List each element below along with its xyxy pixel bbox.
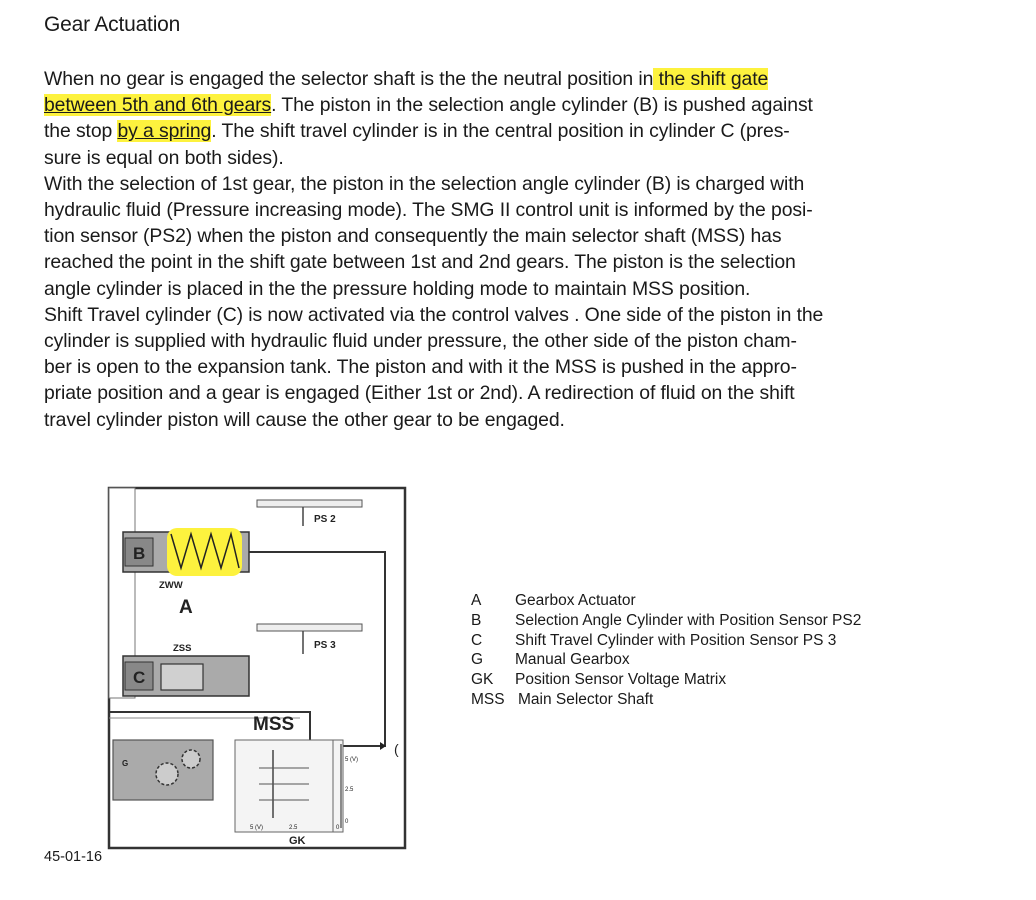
matrix-bottom-tick: 0 (336, 825, 340, 831)
cylinder-c-piston (161, 664, 203, 690)
cylinder-c-label: C (133, 668, 146, 687)
cylinder-b-label: B (133, 544, 146, 563)
paragraph-shift-travel (44, 302, 904, 433)
text-line: ber is open to the expansion tank. The piston and with it the MSS is pushed in the appro- (44, 356, 797, 379)
matrix-bottom-tick: 5 (V) (250, 825, 264, 831)
text-run: When no gear is engaged the selector shaft is the the neutral position in (44, 68, 654, 90)
zww-label: ZWW (159, 580, 183, 591)
text-line: hydraulic fluid (Pressure increasing mode). The SMG II control unit is informed by the posi- (44, 199, 813, 222)
zss-label: ZSS (173, 643, 192, 654)
actuator-label-a: A (179, 597, 193, 618)
text-line: angle cylinder is placed in the the pressure holding mode to maintain MSS position. (44, 277, 751, 300)
text-line: cylinder is supplied with hydraulic fluid under pressure, the other side of the piston cham- (44, 330, 797, 353)
mss-label: MSS (253, 714, 295, 735)
matrix-bottom-tick: 2.5 (289, 825, 298, 831)
ps2-label: PS 2 (314, 514, 336, 525)
matrix-right-tick: 0 (345, 819, 349, 825)
matrix-right-tick: 2.5 (345, 787, 354, 793)
highlight-run: the shift gate (653, 68, 769, 90)
diagram-svg (95, 478, 425, 868)
gear-icon (156, 763, 178, 785)
text-line: travel cylinder piston will cause the other gear to be engaged. (44, 408, 565, 431)
diagram-legend (471, 591, 861, 710)
paragraph-first-gear (44, 171, 904, 302)
gear-actuator-diagram (95, 478, 425, 868)
legend-item: C Shift Travel Cylinder with Position Sensor PS 3 (471, 631, 837, 649)
ps3-label: PS 3 (314, 640, 336, 651)
legend-item: GK Position Sensor Voltage Matrix (471, 671, 727, 689)
highlight-run: by a spring (117, 120, 212, 143)
legend-item: B Selection Angle Cylinder with Position Sensor PS2 (471, 611, 862, 629)
page-title: Gear Actuation (44, 13, 181, 36)
text-run: the stop (44, 120, 118, 143)
text-line: Shift Travel cylinder (C) is now activated via the control valves . One side of the piston in the (44, 303, 824, 326)
text-run: . The shift travel cylinder is in the central position in cylinder C (pres- (211, 120, 790, 143)
text-line: priate position and a gear is engaged (Either 1st or 2nd). A redirection of fluid on the shift (44, 382, 795, 405)
body-text (44, 66, 904, 433)
text-line: tion sensor (PS2) when the piston and consequently the main selector shaft (MSS) has (44, 225, 782, 248)
ps3-sensor-scale (257, 624, 362, 631)
text-run: sure is equal on both sides). (44, 146, 284, 169)
paragraph-neutral (44, 66, 904, 171)
legend-item: G Manual Gearbox (471, 651, 630, 669)
gearbox-label: G (122, 759, 129, 768)
figure-number: 45-01-16 (44, 849, 103, 865)
highlight-run: between 5th and 6th gears (44, 94, 272, 117)
expansion-symbol: ( (394, 741, 399, 757)
legend-item: MSS Main Selector Shaft (471, 690, 654, 708)
text-line: With the selection of 1st gear, the piston in the selection angle cylinder (B) is charged with (44, 172, 805, 195)
text-run: . The piston in the selection angle cylinder (B) is pushed against (271, 94, 813, 117)
gk-label: GK (289, 835, 306, 847)
voltage-matrix (235, 740, 343, 832)
ps2-sensor-scale (257, 500, 362, 507)
text-line: reached the point in the shift gate between 1st and 2nd gears. The piston is the selection (44, 251, 796, 274)
legend-item: A Gearbox Actuator (471, 592, 636, 609)
matrix-right-tick: 5 (V) (345, 757, 359, 763)
gear-icon (182, 750, 200, 768)
